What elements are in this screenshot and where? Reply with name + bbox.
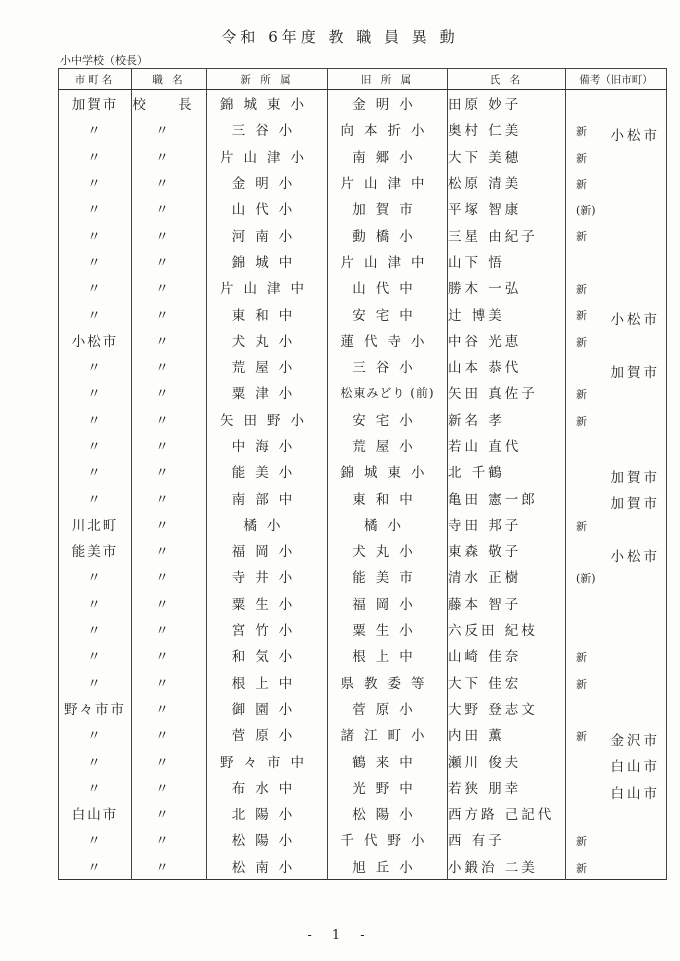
name-cell: 清水 正樹 — [448, 563, 566, 589]
new-mark: 新 — [576, 414, 587, 428]
remarks-cell — [566, 774, 667, 800]
city-cell: 〃 — [59, 853, 132, 880]
new-mark: 新 — [576, 519, 587, 533]
remarks-cell — [566, 432, 667, 458]
new-school-cell: 南部中 — [207, 484, 328, 510]
city-cell: 白山市 — [59, 800, 132, 826]
new-school-cell: 金明小 — [207, 169, 328, 195]
position-cell: 〃 — [132, 642, 207, 668]
old-school-cell: 金明小 — [328, 90, 448, 117]
city-cell: 〃 — [59, 563, 132, 589]
new-mark: (新) — [576, 572, 596, 586]
table-row — [59, 774, 667, 800]
new-school-cell: 河南小 — [207, 221, 328, 247]
remarks-cell — [566, 116, 667, 142]
city-cell: 〃 — [59, 616, 132, 642]
table-row — [59, 826, 667, 852]
table-row — [59, 721, 667, 747]
header-remarks: 備考（旧市町） — [566, 69, 667, 90]
previous-city: 小松市 — [610, 128, 660, 143]
new-school-cell: 松南小 — [207, 853, 328, 880]
old-school-cell: 安宅中 — [328, 300, 448, 326]
new-mark: 新 — [576, 861, 587, 875]
old-school-cell: 荒屋小 — [328, 432, 448, 458]
position-cell: 〃 — [132, 721, 207, 747]
old-school-cell: 片山津中 — [328, 248, 448, 274]
old-school-cell: 東和中 — [328, 484, 448, 510]
document-title: 令和 6年度 教 職 員 異 動 — [221, 28, 459, 46]
table-row — [59, 484, 667, 510]
remarks-cell — [566, 826, 667, 852]
position-cell: 〃 — [132, 747, 207, 773]
new-mark: 新 — [576, 309, 587, 323]
table-row — [59, 853, 667, 880]
remarks-cell — [566, 379, 667, 405]
new-school-cell: 北陽小 — [207, 800, 328, 826]
table-row — [59, 195, 667, 221]
city-cell: 〃 — [59, 669, 132, 695]
new-school-cell: 松陽小 — [207, 826, 328, 852]
previous-city: 加賀市 — [610, 364, 660, 380]
previous-city: 白山市 — [610, 759, 660, 774]
new-mark: 新 — [576, 835, 587, 849]
header-new-school: 新 所 属 — [207, 69, 328, 90]
new-school-cell: 三谷小 — [207, 116, 328, 142]
new-mark: 新 — [576, 730, 587, 744]
previous-city: 加賀市 — [610, 470, 660, 485]
header-name: 氏 名 — [448, 69, 566, 90]
table-row — [59, 379, 667, 405]
city-cell: 〃 — [59, 406, 132, 432]
table-row — [59, 563, 667, 589]
new-school-cell: 錦城東小 — [207, 90, 328, 117]
new-school-cell: 宮竹小 — [207, 616, 328, 642]
position-cell: 〃 — [132, 221, 207, 247]
new-mark: (新) — [576, 204, 596, 218]
new-mark: 新 — [576, 677, 587, 691]
new-school-cell: 粟生小 — [207, 590, 328, 616]
old-school-cell: 松陽小 — [328, 800, 448, 826]
remarks-cell — [566, 669, 667, 695]
city-cell: 〃 — [59, 774, 132, 800]
city-cell: 能美市 — [59, 537, 132, 563]
header-city: 市町名 — [59, 69, 132, 90]
name-cell: 若山 直代 — [448, 432, 566, 458]
remarks-cell — [566, 800, 667, 826]
remarks-cell — [566, 406, 667, 432]
remarks-cell — [566, 563, 667, 589]
city-cell: 〃 — [59, 274, 132, 300]
position-cell: 〃 — [132, 669, 207, 695]
remarks-cell — [566, 590, 667, 616]
city-cell: 〃 — [59, 169, 132, 195]
city-cell: 〃 — [59, 590, 132, 616]
previous-city: 加賀市 — [610, 496, 660, 511]
position-cell: 〃 — [132, 458, 207, 484]
new-school-cell: 根上中 — [207, 669, 328, 695]
old-school-cell: 光野中 — [328, 774, 448, 800]
name-cell: 亀田 憲一郎 — [448, 484, 566, 510]
position-cell: 〃 — [132, 590, 207, 616]
name-cell: 田原 妙子 — [448, 90, 566, 117]
old-school-cell: 橘小 — [328, 511, 448, 537]
remarks-cell — [566, 695, 667, 721]
table-row — [59, 695, 667, 721]
remarks-cell — [566, 484, 667, 510]
table-row — [59, 116, 667, 142]
remarks-cell — [566, 248, 667, 274]
table-row — [59, 274, 667, 300]
old-school-cell: 錦城東小 — [328, 458, 448, 484]
new-school-cell: 中海小 — [207, 432, 328, 458]
old-school-cell: 南郷小 — [328, 143, 448, 169]
remarks-cell — [566, 642, 667, 668]
new-mark: 新 — [576, 151, 587, 165]
city-cell: 〃 — [59, 826, 132, 852]
city-cell: 野々市市 — [59, 695, 132, 721]
remarks-cell — [566, 747, 667, 773]
table-row — [59, 432, 667, 458]
table-row — [59, 353, 667, 379]
city-cell: 〃 — [59, 300, 132, 326]
name-cell: 藤本 智子 — [448, 590, 566, 616]
city-cell: 川北町 — [59, 511, 132, 537]
name-cell: 松原 清美 — [448, 169, 566, 195]
new-school-cell: 福岡小 — [207, 537, 328, 563]
name-cell: 中谷 光恵 — [448, 327, 566, 353]
city-cell: 〃 — [59, 248, 132, 274]
position-cell: 〃 — [132, 406, 207, 432]
old-school-cell: 県教委等 — [328, 669, 448, 695]
new-mark: 新 — [576, 283, 587, 297]
table-row — [59, 143, 667, 169]
remarks-cell — [566, 537, 667, 563]
name-cell: 山下 悟 — [448, 248, 566, 274]
name-cell: 西方路 己記代 — [448, 800, 566, 826]
old-school-cell: 三谷小 — [328, 353, 448, 379]
table-row — [59, 511, 667, 537]
name-cell: 瀬川 俊夫 — [448, 747, 566, 773]
old-school-cell: 動橋小 — [328, 221, 448, 247]
old-school-cell: 諸江町小 — [328, 721, 448, 747]
city-cell: 〃 — [59, 143, 132, 169]
old-school-cell: 片山津中 — [328, 169, 448, 195]
table-row — [59, 406, 667, 432]
old-school-cell: 粟生小 — [328, 616, 448, 642]
table-row — [59, 169, 667, 195]
city-cell: 〃 — [59, 353, 132, 379]
new-school-cell: 御園小 — [207, 695, 328, 721]
city-cell: 小松市 — [59, 327, 132, 353]
position-cell: 校 長 — [132, 90, 207, 117]
name-cell: 矢田 真佐子 — [448, 379, 566, 405]
position-cell: 〃 — [132, 800, 207, 826]
city-cell: 加賀市 — [59, 90, 132, 117]
position-cell: 〃 — [132, 143, 207, 169]
remarks-cell — [566, 221, 667, 247]
name-cell: 寺田 邦子 — [448, 511, 566, 537]
city-cell: 〃 — [59, 747, 132, 773]
remarks-cell — [566, 721, 667, 747]
position-cell: 〃 — [132, 826, 207, 852]
position-cell: 〃 — [132, 169, 207, 195]
new-school-cell: 錦城中 — [207, 248, 328, 274]
city-cell: 〃 — [59, 432, 132, 458]
table-row — [59, 590, 667, 616]
previous-city: 小松市 — [610, 549, 660, 564]
remarks-cell — [566, 300, 667, 326]
position-cell: 〃 — [132, 484, 207, 510]
remarks-cell — [566, 353, 667, 379]
new-school-cell: 東和中 — [207, 300, 328, 326]
position-cell: 〃 — [132, 116, 207, 142]
new-school-cell: 山代小 — [207, 195, 328, 221]
position-cell: 〃 — [132, 432, 207, 458]
old-school-cell: 山代中 — [328, 274, 448, 300]
city-cell: 〃 — [59, 458, 132, 484]
old-school-cell: 福岡小 — [328, 590, 448, 616]
old-school-cell: 旭丘小 — [328, 853, 448, 880]
old-school-cell: 能美市 — [328, 563, 448, 589]
page-number: - 1 - — [307, 928, 373, 943]
new-school-cell: 布水中 — [207, 774, 328, 800]
new-school-cell: 荒屋小 — [207, 353, 328, 379]
new-school-cell: 能美小 — [207, 458, 328, 484]
name-cell: 勝木 一弘 — [448, 274, 566, 300]
position-cell: 〃 — [132, 537, 207, 563]
new-school-cell: 粟津小 — [207, 379, 328, 405]
position-cell: 〃 — [132, 853, 207, 880]
name-cell: 六反田 紀枝 — [448, 616, 566, 642]
table-body — [59, 90, 667, 880]
name-cell: 山本 恭代 — [448, 353, 566, 379]
table-row — [59, 747, 667, 773]
name-cell: 辻 博美 — [448, 300, 566, 326]
position-cell: 〃 — [132, 616, 207, 642]
position-cell: 〃 — [132, 695, 207, 721]
table-row — [59, 221, 667, 247]
city-cell: 〃 — [59, 379, 132, 405]
table-row — [59, 248, 667, 274]
name-cell: 新名 孝 — [448, 406, 566, 432]
old-school-cell: 菅原小 — [328, 695, 448, 721]
city-cell: 〃 — [59, 195, 132, 221]
remarks-cell — [566, 327, 667, 353]
table-row — [59, 327, 667, 353]
position-cell: 〃 — [132, 379, 207, 405]
table-row — [59, 669, 667, 695]
old-school-cell: 根上中 — [328, 642, 448, 668]
remarks-cell — [566, 511, 667, 537]
previous-city: 小松市 — [610, 312, 660, 327]
remarks-cell — [566, 90, 667, 117]
table-row — [59, 90, 667, 117]
section-label: 小中学校（校長） — [60, 54, 148, 67]
new-mark: 新 — [576, 230, 587, 244]
position-cell: 〃 — [132, 774, 207, 800]
previous-city: 金沢市 — [610, 733, 660, 748]
old-school-cell: 犬丸小 — [328, 537, 448, 563]
city-cell: 〃 — [59, 721, 132, 747]
name-cell: 小鍛治 二美 — [448, 853, 566, 880]
position-cell: 〃 — [132, 327, 207, 353]
old-school-cell: 安宅小 — [328, 406, 448, 432]
name-cell: 山崎 佳奈 — [448, 642, 566, 668]
old-school-cell: 加賀市 — [328, 195, 448, 221]
old-school-cell: 千代野小 — [328, 826, 448, 852]
old-school-cell: 蓮代寺小 — [328, 327, 448, 353]
new-school-cell: 矢田野小 — [207, 406, 328, 432]
name-cell: 大野 登志文 — [448, 695, 566, 721]
table-row — [59, 616, 667, 642]
old-school-cell: 鶴来中 — [328, 747, 448, 773]
position-cell: 〃 — [132, 300, 207, 326]
new-mark: 新 — [576, 177, 587, 191]
new-school-cell: 犬丸小 — [207, 327, 328, 353]
remarks-cell — [566, 195, 667, 221]
old-school-cell: 向本折小 — [328, 116, 448, 142]
city-cell: 〃 — [59, 116, 132, 142]
position-cell: 〃 — [132, 563, 207, 589]
name-cell: 奥村 仁美 — [448, 116, 566, 142]
table-row — [59, 642, 667, 668]
table-row — [59, 300, 667, 326]
header-old-school: 旧 所 属 — [328, 69, 448, 90]
remarks-cell — [566, 616, 667, 642]
old-school-cell: 松東みどり (前) — [328, 379, 448, 405]
position-cell: 〃 — [132, 248, 207, 274]
new-mark: 新 — [576, 125, 587, 139]
new-school-cell: 和気小 — [207, 642, 328, 668]
name-cell: 大下 佳宏 — [448, 669, 566, 695]
name-cell: 西 有子 — [448, 826, 566, 852]
new-school-cell: 橘小 — [207, 511, 328, 537]
name-cell: 東森 敬子 — [448, 537, 566, 563]
name-cell: 内田 薫 — [448, 721, 566, 747]
position-cell: 〃 — [132, 511, 207, 537]
new-mark: 新 — [576, 388, 587, 402]
remarks-cell — [566, 169, 667, 195]
table-row — [59, 800, 667, 826]
new-school-cell: 片山津小 — [207, 143, 328, 169]
table-row — [59, 458, 667, 484]
name-cell: 平塚 智康 — [448, 195, 566, 221]
new-school-cell: 片山津中 — [207, 274, 328, 300]
table-header-row — [59, 69, 667, 90]
new-mark: 新 — [576, 651, 587, 665]
new-school-cell: 野々市中 — [207, 747, 328, 773]
name-cell: 大下 美穂 — [448, 143, 566, 169]
name-cell: 若狭 朋幸 — [448, 774, 566, 800]
remarks-cell — [566, 143, 667, 169]
name-cell: 北 千鶴 — [448, 458, 566, 484]
header-position: 職 名 — [132, 69, 207, 90]
remarks-cell — [566, 458, 667, 484]
name-cell: 三星 由紀子 — [448, 221, 566, 247]
city-cell: 〃 — [59, 642, 132, 668]
table-row — [59, 537, 667, 563]
previous-city: 白山市 — [610, 785, 660, 801]
remarks-cell — [566, 274, 667, 300]
position-cell: 〃 — [132, 274, 207, 300]
personnel-table — [58, 68, 667, 880]
new-mark: 新 — [576, 335, 587, 349]
new-school-cell: 寺井小 — [207, 563, 328, 589]
position-cell: 〃 — [132, 353, 207, 379]
new-school-cell: 菅原小 — [207, 721, 328, 747]
city-cell: 〃 — [59, 221, 132, 247]
city-cell: 〃 — [59, 484, 132, 510]
position-cell: 〃 — [132, 195, 207, 221]
remarks-cell — [566, 853, 667, 880]
